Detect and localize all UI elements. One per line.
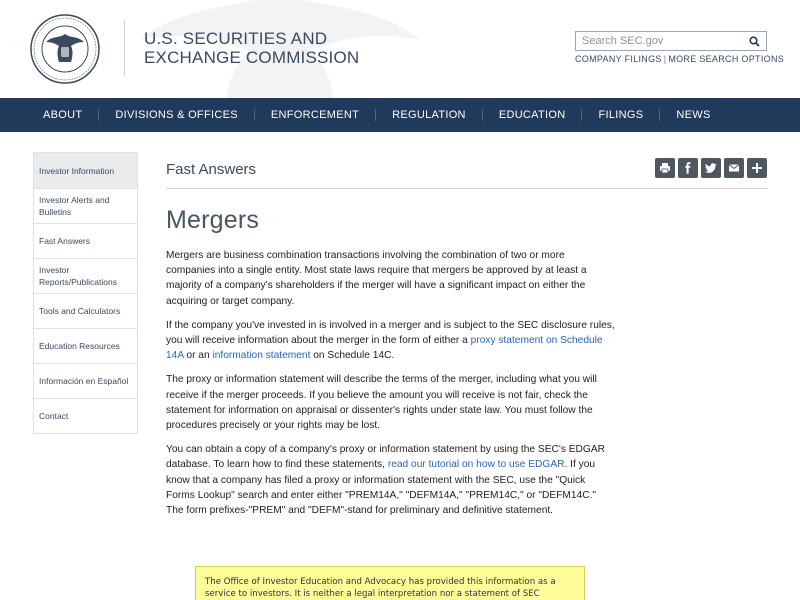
sidebar-item-fast-answers[interactable]: Fast Answers [34,223,137,258]
sidebar-item-contact[interactable]: Contact [34,398,137,433]
paragraph-text: You can obtain a copy of a company's proxy or information statement by using the SEC's EDGAR database. To learn how to find these statements, [166,444,605,471]
logo-divider [124,20,125,76]
search-icon[interactable] [744,32,764,50]
sidebar-item-informacion-espanol[interactable]: Información en Español [34,363,137,398]
sidebar-item-investor-reports[interactable]: Investor Reports/Publications [34,258,137,293]
paragraph-text: . If you know that a company has filed a proxy or information statement with the SEC, use the "Quick Forms Lookup" search and enter either "PREM14A," "DEFM14A," "PREM14C," or "DEFM14C." The form prefixes-"PREM" and "DEFM"-stand for preliminary and definitive statement. [166,459,597,517]
sec-seal-icon[interactable] [30,14,100,84]
more-search-options-link[interactable]: MORE SEARCH OPTIONS [668,54,785,64]
twitter-icon[interactable] [701,158,721,178]
nav-item-education[interactable]: EDUCATION [482,109,582,121]
site-header [0,0,800,98]
edgar-tutorial-link[interactable]: read our tutorial on how to use EDGAR [387,459,565,471]
search-input[interactable] [576,32,744,50]
disclaimer-notice: The Office of Investor Education and Advocacy has provided this information as a service to investors. It is neither a legal interpretation nor a statement of SEC [195,566,585,600]
sidebar-item-tools-calculators[interactable]: Tools and Calculators [34,293,137,328]
sidebar-item-investor-information[interactable]: Investor Information [34,153,137,188]
nav-item-divisions-offices[interactable]: DIVISIONS & OFFICES [98,109,253,121]
sidebar-item-education-resources[interactable]: Education Resources [34,328,137,363]
paragraph-disclosure [166,318,616,364]
page-title: Mergers [166,206,260,234]
sidebar-item-investor-alerts[interactable]: Investor Alerts and Bulletins [34,188,137,223]
section-title: Fast Answers [166,161,257,178]
agency-name[interactable] [144,29,359,67]
paragraph-text: If the company you've invested in is involved in a merger and is subject to the SEC disclosure rules, you will receive information about the merger in the form of either a [166,319,615,347]
main-nav [0,98,800,132]
company-filings-link[interactable]: COMPANY FILINGS [575,54,662,64]
paragraph-intro: Mergers are business combination transactions involving the combination of two or more companies into a single entity. Most state laws require that mergers be approved by at least a majority of a company's shareholders if the merger will have a significant impact on either the acquiring or target company. [166,250,587,307]
proxy-statement-link[interactable]: proxy statement on Schedule 14A [166,335,603,362]
paragraph-text: on Schedule 14C. [310,350,395,362]
nav-item-enforcement[interactable]: ENFORCEMENT [254,109,375,121]
article-body [166,248,616,527]
plus-icon[interactable] [747,158,767,178]
agency-name-line1: U.S. SECURITIES AND [144,29,328,48]
link-separator: | [663,54,667,64]
nav-item-filings[interactable]: FILINGS [581,109,659,121]
print-icon[interactable] [655,158,675,178]
nav-item-about[interactable]: ABOUT [43,109,83,121]
search-box [575,31,767,51]
share-toolbar [655,158,767,178]
sidebar-nav [33,152,138,434]
information-statement-link[interactable]: information statement [212,350,311,362]
header-links [575,54,784,64]
section-divider [166,188,767,189]
email-icon[interactable] [724,158,744,178]
paragraph-terms: The proxy or information statement will describe the terms of the merger, including what you will receive if the merger proceeds. If you believe the amount you will receive is not fair, check the statement for information on appraisal or dissenter's rights under state law. You must follow the procedures precisely or your rights may be lost. [166,374,597,432]
agency-name-line2: EXCHANGE COMMISSION [144,48,360,67]
paragraph-text: or an [183,350,213,362]
facebook-icon[interactable] [678,158,698,178]
paragraph-edgar [166,442,616,518]
nav-item-regulation[interactable]: REGULATION [375,109,482,121]
nav-item-news[interactable]: NEWS [659,109,726,121]
